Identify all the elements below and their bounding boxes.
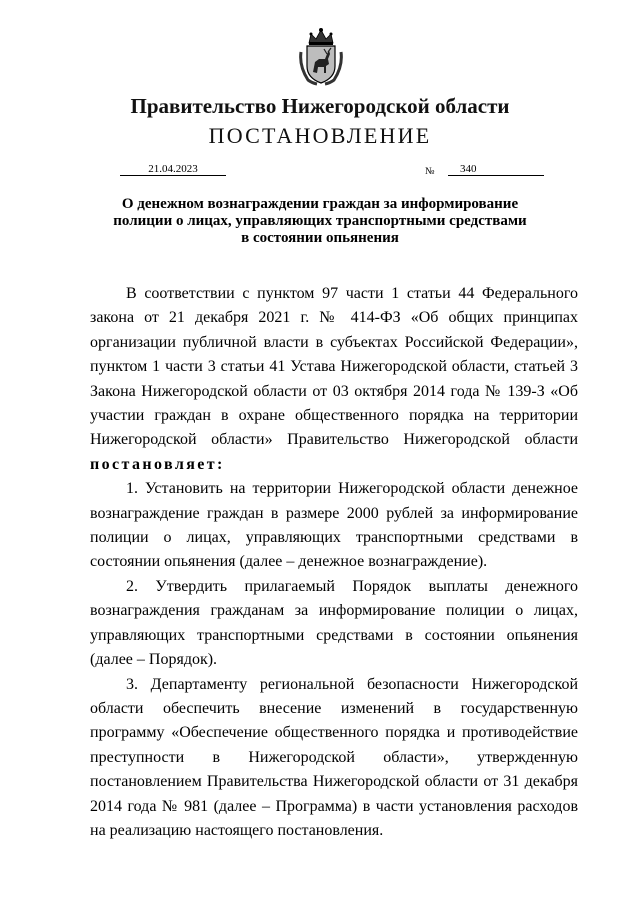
subject-line: полиции о лицах, управляющих транспортными средствами [113,213,527,229]
subject-line: О денежном вознаграждении граждан за информирование [121,196,519,212]
document-number-label: № [425,166,435,177]
document-date: 21.04.2023 [120,163,226,176]
nizhny-novgorod-coat-of-arms-icon [299,26,343,86]
subject-line: в состоянии опьянения [241,230,399,246]
decree-word: постановляет: [90,455,225,473]
preamble-text: В соответствии с пунктом 97 части 1 статьи 44 Федерального закона от 21 декабря 2021 г. № 414-ФЗ «Об общих принципах организации публичной власти в субъектах Российской Федерации», пунктом 1 части 3 статьи 41 Устава Нижегородской области, статьей 3 Закона Нижегородской области от 03 октября 2014 года № 139-З «Об участии граждан в охране общественного порядка на территории Нижегородской области» Правительство Нижегородской области [90,285,578,449]
item-paragraph-2: 2. Утвердить прилагаемый Порядок выплаты денежного вознаграждения гражданам за информирование полиции о лицах, управляющих транспортными средствами в состоянии опьянения (далее – Порядок). [90,577,578,669]
document-type: ПОСТАНОВЛЕНИЕ [208,123,432,148]
document-meta [0,163,640,179]
document-body [90,282,578,843]
item-paragraph-3: 3. Департаменту региональной безопасности Нижегородской области обеспечить внесение изменений в государственную программу «Обеспечение общественного порядка и противодействие преступности в Нижегородской области», утвержденную постановлением Правительства Нижегородской области от 31 декабря 2014 года № 981 (далее – Программа) в части установления расходов на реализацию настоящего постановления. [90,675,578,839]
document-subject [100,196,540,247]
organization-title: Правительство Нижегородской области [130,94,510,118]
document-number-field [448,163,544,176]
document-number: 340 [460,163,477,175]
item-paragraph-1: 1. Установить на территории Нижегородской области денежное вознаграждение граждан в размере 2000 рублей за информирование полиции о лицах, управляющих транспортными средствами в состоянии опьянения (далее – денежное вознаграждение). [90,480,578,571]
preamble-paragraph [90,282,578,477]
